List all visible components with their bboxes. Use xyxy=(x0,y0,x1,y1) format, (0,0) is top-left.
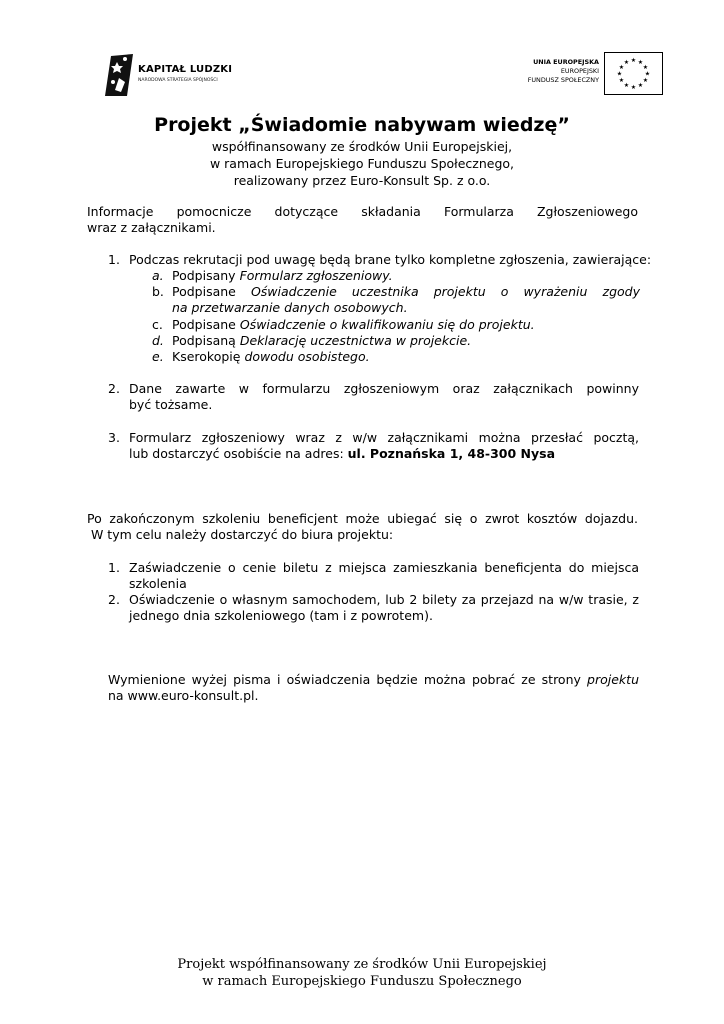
kapital-ludzki-emblem-icon xyxy=(105,52,135,98)
list2-item2-number: 2. xyxy=(108,592,120,607)
list1-item2-line2: być tożsame. xyxy=(129,397,213,412)
svg-text:★: ★ xyxy=(618,77,625,84)
kapital-ludzki-title: KAPITAŁ LUDZKI xyxy=(138,64,233,75)
eu-logo-line1: UNIA EUROPEJSKA xyxy=(533,58,599,66)
sub-d-text: Podpisaną Deklarację uczestnictwa w projekcie. xyxy=(172,333,472,348)
list2-item1-line1: Zaświadczenie o cenie biletu z miejsca zamieszkania beneficjenta do miejsca xyxy=(129,560,639,575)
list1-item2-line1: Dane zawarte w formularzu zgłoszeniowym oraz załącznikach powinny xyxy=(129,381,639,396)
svg-text:★: ★ xyxy=(616,70,623,78)
eu-logo-line3: FUNDUSZ SPOŁECZNY xyxy=(527,76,599,84)
sub-c-text: Podpisane Oświadczenie o kwalifikowaniu się do projektu. xyxy=(172,317,535,332)
subtitle-line-1: współfinansowany ze środków Unii Europejskiej, xyxy=(211,139,513,154)
subtitle-line-3: realizowany przez Euro-Konsult Sp. z o.o. xyxy=(233,173,491,188)
footer-line-1: Projekt współfinansowany ze środków Unii Europejskiej xyxy=(177,957,547,972)
download-line-1: Wymienione wyżej pisma i oświadczenia będzie można pobrać ze strony projektu xyxy=(108,672,639,687)
list1-item3-line2: lub dostarczyć osobiście na adres: ul. Poznańska 1, 48-300 Nysa xyxy=(129,446,556,461)
eu-flag-icon xyxy=(604,52,663,95)
office-address: ul. Poznańska 1, 48-300 Nysa xyxy=(347,446,556,461)
list1-item2-number: 2. xyxy=(108,381,120,396)
list2-item2-line1: Oświadczenie o własnym samochodem, lub 2 bilety za przejazd na w/w trasie, z xyxy=(129,592,639,607)
eu-logo-text xyxy=(528,58,599,85)
kapital-ludzki-logo xyxy=(105,52,255,102)
footer-line-2: w ramach Europejskiego Funduszu Społecznego xyxy=(202,974,522,989)
sub-b-text-cont: na przetwarzanie danych osobowych. xyxy=(172,300,408,315)
subtitle-line-2: w ramach Europejskiego Funduszu Społecznego, xyxy=(209,156,515,171)
svg-text:★: ★ xyxy=(642,77,649,84)
list1-item3-line1: Formularz zgłoszeniowy wraz z w/w załącznikami można przesłać pocztą, xyxy=(129,430,639,445)
download-line-2: na www.euro-konsult.pl. xyxy=(108,688,259,703)
list2-item1-line2: szkolenia xyxy=(129,576,187,591)
list1-item1-text: Podczas rekrutacji pod uwagę będą brane tylko kompletne zgłoszenia, zawierające: xyxy=(129,252,652,267)
svg-text:★: ★ xyxy=(630,57,637,64)
svg-text:★: ★ xyxy=(642,64,649,71)
svg-text:★: ★ xyxy=(618,64,625,71)
intro-line-1: Informacje pomocnicze dotyczące składania Formularza Zgłoszeniowego xyxy=(87,204,638,219)
sub-a-letter: a. xyxy=(152,268,164,283)
eu-logo xyxy=(505,48,663,98)
sub-e-letter: e. xyxy=(152,349,164,364)
sub-b-letter: b. xyxy=(152,284,164,299)
sub-e-text: Kserokopię dowodu osobistego. xyxy=(172,349,370,364)
kapital-ludzki-subtitle: NARODOWA STRATEGIA SPÓJNOŚCI xyxy=(138,78,218,83)
list1-item3-number: 3. xyxy=(108,430,120,445)
sub-a-text: Podpisany Formularz zgłoszeniowy. xyxy=(172,268,393,283)
eu-logo-line2: EUROPEJSKI xyxy=(560,67,599,75)
reimbursement-line-2: W tym celu należy dostarczyć do biura projektu: xyxy=(87,527,394,542)
sub-d-letter: d. xyxy=(152,333,164,348)
svg-text:★: ★ xyxy=(623,59,630,66)
svg-text:★: ★ xyxy=(644,70,651,78)
list2-item2-line2: jednego dnia szkoleniowego (tam i z powrotem). xyxy=(129,608,433,623)
list1-item1-number: 1. xyxy=(108,252,120,267)
svg-text:★: ★ xyxy=(637,82,644,89)
intro-line-2: wraz z załącznikami. xyxy=(87,220,216,235)
reimbursement-line-1: Po zakończonym szkoleniu beneficjent może ubiegać się o zwrot kosztów dojazdu. xyxy=(87,511,638,526)
svg-text:★: ★ xyxy=(623,82,630,89)
svg-text:★: ★ xyxy=(637,59,644,66)
svg-text:★: ★ xyxy=(630,84,637,91)
sub-c-letter: c. xyxy=(152,317,163,332)
list2-item1-number: 1. xyxy=(108,560,120,575)
page-title: Projekt „Świadomie nabywam wiedzę” xyxy=(154,114,570,136)
sub-b-text: Podpisane Oświadczenie uczestnika projektu o wyrażeniu zgody xyxy=(172,284,640,299)
